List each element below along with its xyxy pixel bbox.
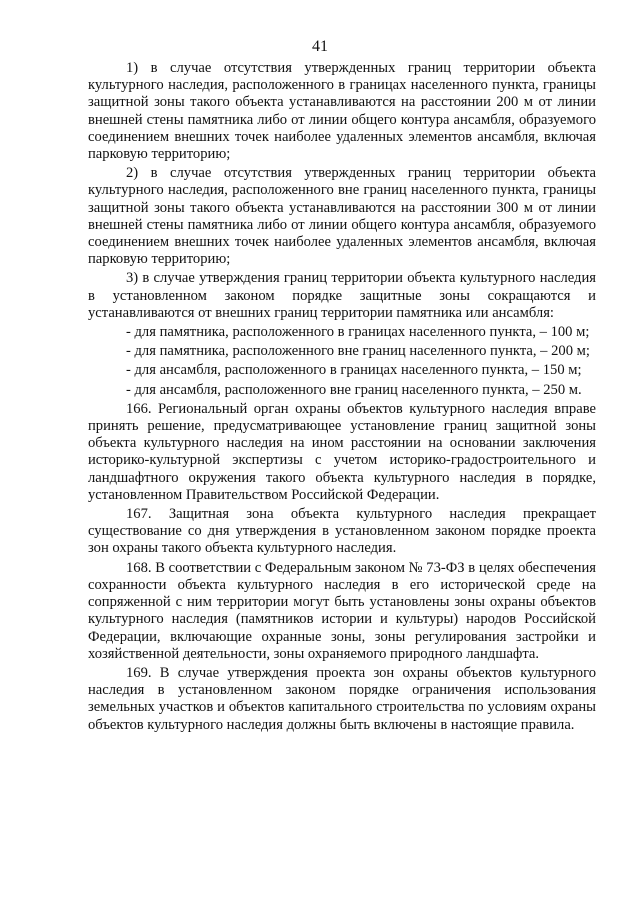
document-body — [88, 60, 596, 734]
paragraph-167: 167. Защитная зона объекта культурного наследия прекращает существование со дня утверждения в установленном законом порядке проекта зон охраны такого объекта культурного наследия. — [88, 506, 596, 557]
list-item-ensemble-in-settlement: - для ансамбля, расположенного в границах населенного пункта, – 150 м; — [126, 362, 582, 379]
list-item-monument-outside-settlement: - для памятника, расположенного вне границ населенного пункта, – 200 м; — [126, 343, 590, 360]
paragraph-item-1: 1) в случае отсутствия утвержденных границ территории объекта культурного наследия, расположенного в границах населенного пункта, границы защитной зоны такого объекта устанавливаются на расстоянии 200 м от линии внешней стены памятника либо от линии общего контура ансамбля, образуемого соединением внешних точек наиболее удаленных элементов ансамбля, включая парковую территорию; — [88, 60, 596, 163]
paragraph-169: 169. В случае утверждения проекта зон охраны объектов культурного наследия в установленном законом порядке ограничения использования земельных участков и объектов капитального строительства по условиям охраны объектов культурного наследия должны быть включены в настоящие правила. — [88, 664, 596, 733]
paragraph-item-3: 3) в случае утверждения границ территории объекта культурного наследия в установленном законом порядке защитные зоны сокращаются и устанавливаются от внешних границ территории памятника или ансамбля: — [88, 270, 596, 321]
paragraph-166: 166. Региональный орган охраны объектов культурного наследия вправе принять решение, предусматривающее установление границ защитной зоны объекта культурного наследия на ином расстоянии на основании заключения историко-культурной экспертизы с учетом историко-градостроительного и ландшафтного окружения такого объекта культурного наследия в порядке, установленном Правительством Российской Федерации. — [88, 400, 596, 503]
paragraph-item-2: 2) в случае отсутствия утвержденных границ территории объекта культурного наследия, расположенного вне границ населенного пункта, границы защитной зоны такого объекта устанавливаются на расстоянии 300 м от линии внешней стены памятника либо от линии общего контура ансамбля, образуемого соединением внешних точек наиболее удаленных элементов ансамбля, включая парковую территорию; — [88, 165, 596, 268]
list-item-ensemble-outside-settlement: - для ансамбля, расположенного вне границ населенного пункта, – 250 м. — [126, 381, 582, 398]
list-item-monument-in-settlement: - для памятника, расположенного в границах населенного пункта, – 100 м; — [126, 324, 590, 341]
page-number: 41 — [312, 38, 328, 55]
paragraph-168: 168. В соответствии с Федеральным законом № 73-ФЗ в целях обеспечения сохранности объекта культурного наследия в его исторической среде на сопряженной с ним территории могут быть установлены зоны охраны объектов культурного наследия (памятников истории и культуры) народов Российской Федерации, включающие охранные зоны, зоны регулирования застройки и хозяйственной деятельности, зоны охраняемого природного ландшафта. — [88, 559, 596, 662]
